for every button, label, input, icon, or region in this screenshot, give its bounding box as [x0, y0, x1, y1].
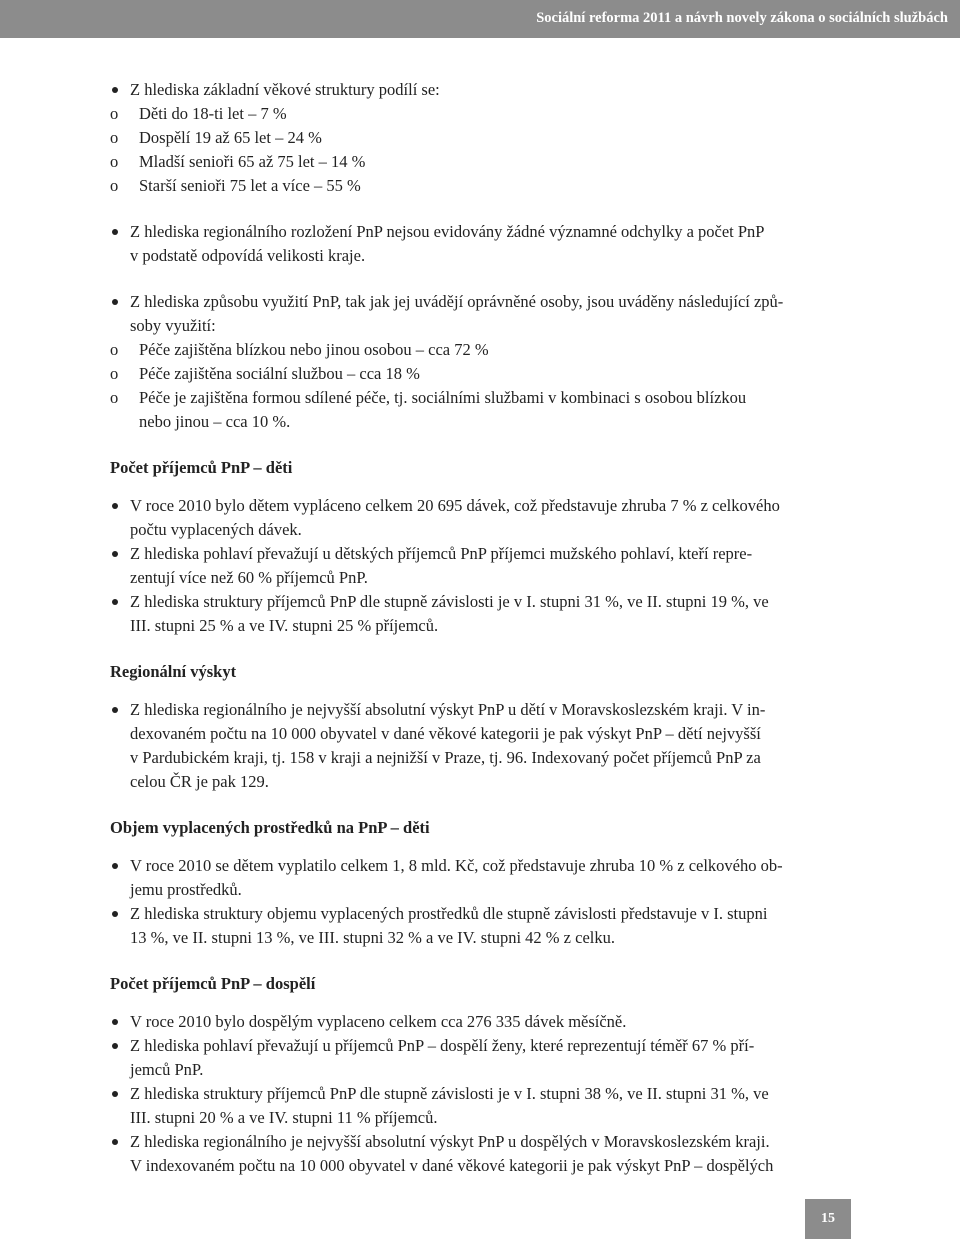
bullet-line: zentují více než 60 % příjemců PnP.	[130, 568, 368, 587]
bullet-item	[110, 902, 855, 950]
section-children-count	[110, 456, 855, 638]
bullet-line: Z hlediska regionálního je nejvyšší absolutní výskyt PnP u dospělých v Moravskoslezském kraji.	[130, 1132, 770, 1151]
bullet-line: V indexovaném počtu na 10 000 obyvatel v dané věkové kategorii je pak výskyt PnP – dospělých	[130, 1156, 774, 1175]
circle-bullet-icon: o	[110, 104, 119, 123]
bullet-dot-icon	[112, 1139, 118, 1145]
sub-item-text: Péče zajištěna sociální službou – cca 18 %	[139, 364, 420, 383]
bullet-line: dexovaném počtu na 10 000 obyvatel v dané věkové kategorii je pak výskyt PnP – dětí nejvyšší	[130, 724, 761, 743]
sub-item	[110, 386, 855, 434]
section-heading: Regionální výskyt	[110, 662, 237, 681]
bullet-line: Z hlediska regionálního rozložení PnP nejsou evidovány žádné významné odchylky a počet PnP	[130, 222, 765, 241]
section-heading: Počet příjemců PnP – děti	[110, 458, 293, 477]
bullet-item	[110, 290, 855, 338]
sub-item-text: nebo jinou – cca 10 %.	[139, 412, 291, 431]
bullet-dot-icon	[112, 599, 118, 605]
section-regional-occurrence	[110, 660, 855, 794]
bullet-item	[110, 542, 855, 590]
bullet-line: celou ČR je pak 129.	[130, 772, 269, 791]
bullet-line: V roce 2010 bylo dětem vypláceno celkem 20 695 dávek, což představuje zhruba 7 % z celkového	[130, 496, 780, 515]
bullet-line: Z hlediska pohlaví převažují u příjemců PnP – dospělí ženy, které reprezentují téměř 67 % pří-	[130, 1036, 755, 1055]
bullet-line: III. stupni 20 % a ve IV. stupni 11 % příjemců.	[130, 1108, 438, 1127]
bullet-dot-icon	[112, 299, 118, 305]
bullet-item	[110, 78, 855, 102]
age-structure-block	[110, 78, 855, 198]
sub-item-text: Starší senioři 75 let a více – 55 %	[139, 176, 361, 195]
section-heading: Počet příjemců PnP – dospělí	[110, 974, 316, 993]
bullet-item	[110, 1082, 855, 1130]
circle-bullet-icon: o	[110, 176, 119, 195]
bullet-line: Z hlediska regionálního je nejvyšší absolutní výskyt PnP u dětí v Moravskoslezském kraji. V in-	[130, 700, 766, 719]
header-bar	[0, 0, 960, 38]
section-heading: Objem vyplacených prostředků na PnP – děti	[110, 818, 430, 837]
bullet-item	[110, 854, 855, 902]
circle-bullet-icon: o	[110, 152, 119, 171]
bullet-line: v Pardubickém kraji, tj. 158 v kraji a nejnižší v Praze, tj. 96. Indexovaný počet příjemců PnP za	[130, 748, 761, 767]
bullet-line: Z hlediska způsobu využití PnP, tak jak jej uvádějí oprávněné osoby, jsou uváděny následující způ-	[130, 292, 784, 311]
bullet-line: 13 %, ve II. stupni 13 %, ve III. stupni 32 % a ve IV. stupni 42 % z celku.	[130, 928, 615, 947]
bullet-text: Z hlediska základní věkové struktury podílí se:	[130, 80, 440, 99]
bullet-line: III. stupni 25 % a ve IV. stupni 25 % příjemců.	[130, 616, 439, 635]
bullet-dot-icon	[112, 87, 118, 93]
document-body	[110, 78, 855, 1200]
bullet-line: Z hlediska struktury objemu vyplacených prostředků dle stupně závislosti představuje v I. stupni	[130, 904, 768, 923]
bullet-dot-icon	[112, 503, 118, 509]
bullet-dot-icon	[112, 863, 118, 869]
bullet-item	[110, 1130, 855, 1178]
bullet-dot-icon	[112, 1091, 118, 1097]
sub-item	[110, 102, 855, 126]
bullet-line: Z hlediska struktury příjemců PnP dle stupně závislosti je v I. stupni 31 %, ve II. stupni 19 %, ve	[130, 592, 769, 611]
bullet-line: soby využití:	[130, 316, 216, 335]
regional-distribution-block	[110, 220, 855, 268]
sub-item	[110, 362, 855, 386]
circle-bullet-icon: o	[110, 364, 119, 383]
circle-bullet-icon: o	[110, 388, 119, 407]
bullet-item	[110, 698, 855, 794]
section-children-funds	[110, 816, 855, 950]
bullet-item	[110, 1034, 855, 1082]
sub-item	[110, 338, 855, 362]
sub-item	[110, 126, 855, 150]
section-adults-count	[110, 972, 855, 1178]
sub-item-text: Mladší senioři 65 až 75 let – 14 %	[139, 152, 366, 171]
bullet-line: počtu vyplacených dávek.	[130, 520, 302, 539]
bullet-item	[110, 494, 855, 542]
sub-item-text: Dospělí 19 až 65 let – 24 %	[139, 128, 322, 147]
circle-bullet-icon: o	[110, 128, 119, 147]
bullet-item	[110, 590, 855, 638]
bullet-line: Z hlediska struktury příjemců PnP dle stupně závislosti je v I. stupni 38 %, ve II. stupni 31 %, ve	[130, 1084, 769, 1103]
bullet-dot-icon	[112, 551, 118, 557]
bullet-line: Z hlediska pohlaví převažují u dětských příjemců PnP příjemci mužského pohlaví, kteří repre-	[130, 544, 753, 563]
sub-item-text: Děti do 18-ti let – 7 %	[139, 104, 287, 123]
page-number-box	[805, 1199, 851, 1239]
bullet-line: V roce 2010 bylo dospělým vyplaceno celkem cca 276 335 dávek měsíčně.	[130, 1012, 627, 1031]
bullet-line: v podstatě odpovídá velikosti kraje.	[130, 246, 366, 265]
running-header-title: Sociální reforma 2011 a návrh novely zákona o sociálních službách	[536, 10, 948, 26]
sub-item-text: Péče je zajištěna formou sdílené péče, tj. sociálními službami v kombinaci s osobou blízkou	[139, 388, 747, 407]
sub-item	[110, 174, 855, 198]
bullet-item	[110, 220, 855, 268]
sub-item	[110, 150, 855, 174]
circle-bullet-icon: o	[110, 340, 119, 359]
bullet-dot-icon	[112, 911, 118, 917]
bullet-item	[110, 1010, 855, 1034]
bullet-line: jemců PnP.	[130, 1060, 204, 1079]
bullet-dot-icon	[112, 1019, 118, 1025]
bullet-line: jemu prostředků.	[130, 880, 242, 899]
bullet-dot-icon	[112, 229, 118, 235]
bullet-line: V roce 2010 se dětem vyplatilo celkem 1, 8 mld. Kč, což představuje zhruba 10 % z celkového ob-	[130, 856, 783, 875]
sub-item-text: Péče zajištěna blízkou nebo jinou osobou – cca 72 %	[139, 340, 489, 359]
usage-block	[110, 290, 855, 434]
bullet-dot-icon	[112, 707, 118, 713]
bullet-dot-icon	[112, 1043, 118, 1049]
page-number: 15	[821, 1211, 835, 1226]
